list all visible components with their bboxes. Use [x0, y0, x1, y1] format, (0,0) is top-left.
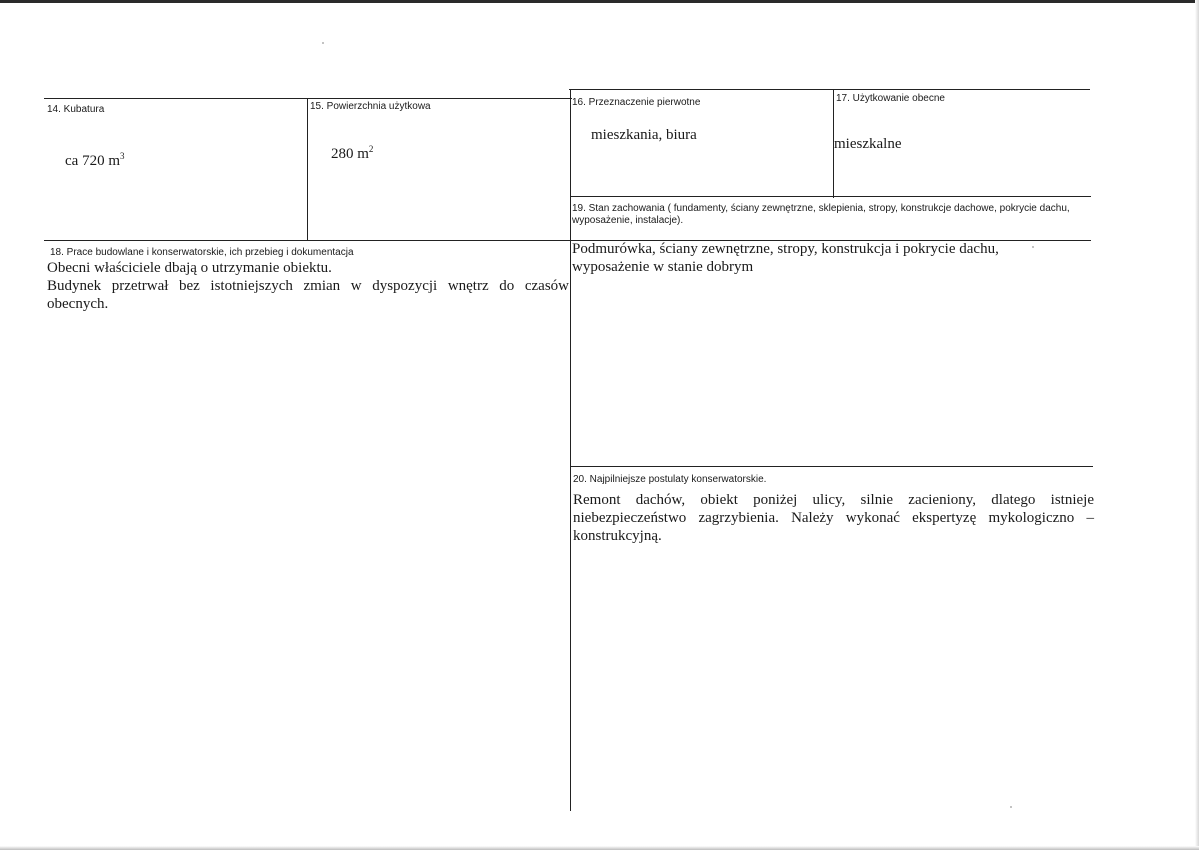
field-18-line: Obecni właściciele dbają o utrzymanie obiektu. [47, 260, 332, 276]
scan-speck [1010, 806, 1012, 808]
field-17-value: mieszkalne [834, 136, 902, 152]
field-15-unit-exponent: 2 [368, 144, 374, 154]
border-16-17-bottom [570, 196, 1091, 197]
row-top-border-right [569, 89, 1090, 90]
field-20-label: 20. Najpilniejsze postulaty konserwatorskie. [573, 474, 767, 485]
divider-14-15 [307, 98, 308, 241]
field-18-label: 18. Prace budowlane i konserwatorskie, ich przebieg i dokumentacja [50, 247, 354, 258]
scan-edge-bottom [0, 846, 1199, 850]
border-14-15-bottom [44, 240, 571, 241]
field-16-value: mieszkania, biura [591, 127, 697, 143]
divider-center [570, 89, 571, 811]
field-16-label: 16. Przeznaczenie pierwotne [572, 97, 701, 108]
scan-edge-right [1195, 0, 1199, 850]
field-14-label: 14. Kubatura [47, 104, 105, 115]
field-19-value: Podmurówka, ściany zewnętrzne, stropy, konstrukcja i pokrycie dachu, wyposażenie w stanie dobrym [572, 241, 999, 275]
field-18-paragraph: Budynek przetrwał bez istotniejszych zmian w dyspozycji wnętrz do czasów obecnych. [47, 278, 569, 312]
field-17-label: 17. Użytkowanie obecne [836, 93, 945, 104]
border-19-bottom [570, 466, 1093, 467]
field-15-label: 15. Powierzchnia użytkowa [310, 101, 431, 112]
field-14-value: ca 720 $m^3$ [65, 151, 125, 169]
field-14-unit-exponent: 3 [119, 151, 125, 161]
field-19-label: 19. Stan zachowania ( fundamenty, ściany zewnętrzne, sklepienia, stropy, konstrukcje dachowe, pokrycie dachu, wyposażenie, instalacje). [572, 203, 1070, 226]
scan-edge-top [0, 0, 1199, 3]
field-15-value: 280 $m^2$ [331, 144, 374, 162]
scan-speck [322, 42, 324, 44]
field-20-value: Remont dachów, obiekt poniżej ulicy, silnie zacieniony, dlatego istnieje niebezpieczeństwo zagrzybienia. Należy wykonać ekspertyzę mykologiczno – konstrukcyjną. [573, 492, 1094, 544]
row-top-border-left [44, 98, 572, 99]
